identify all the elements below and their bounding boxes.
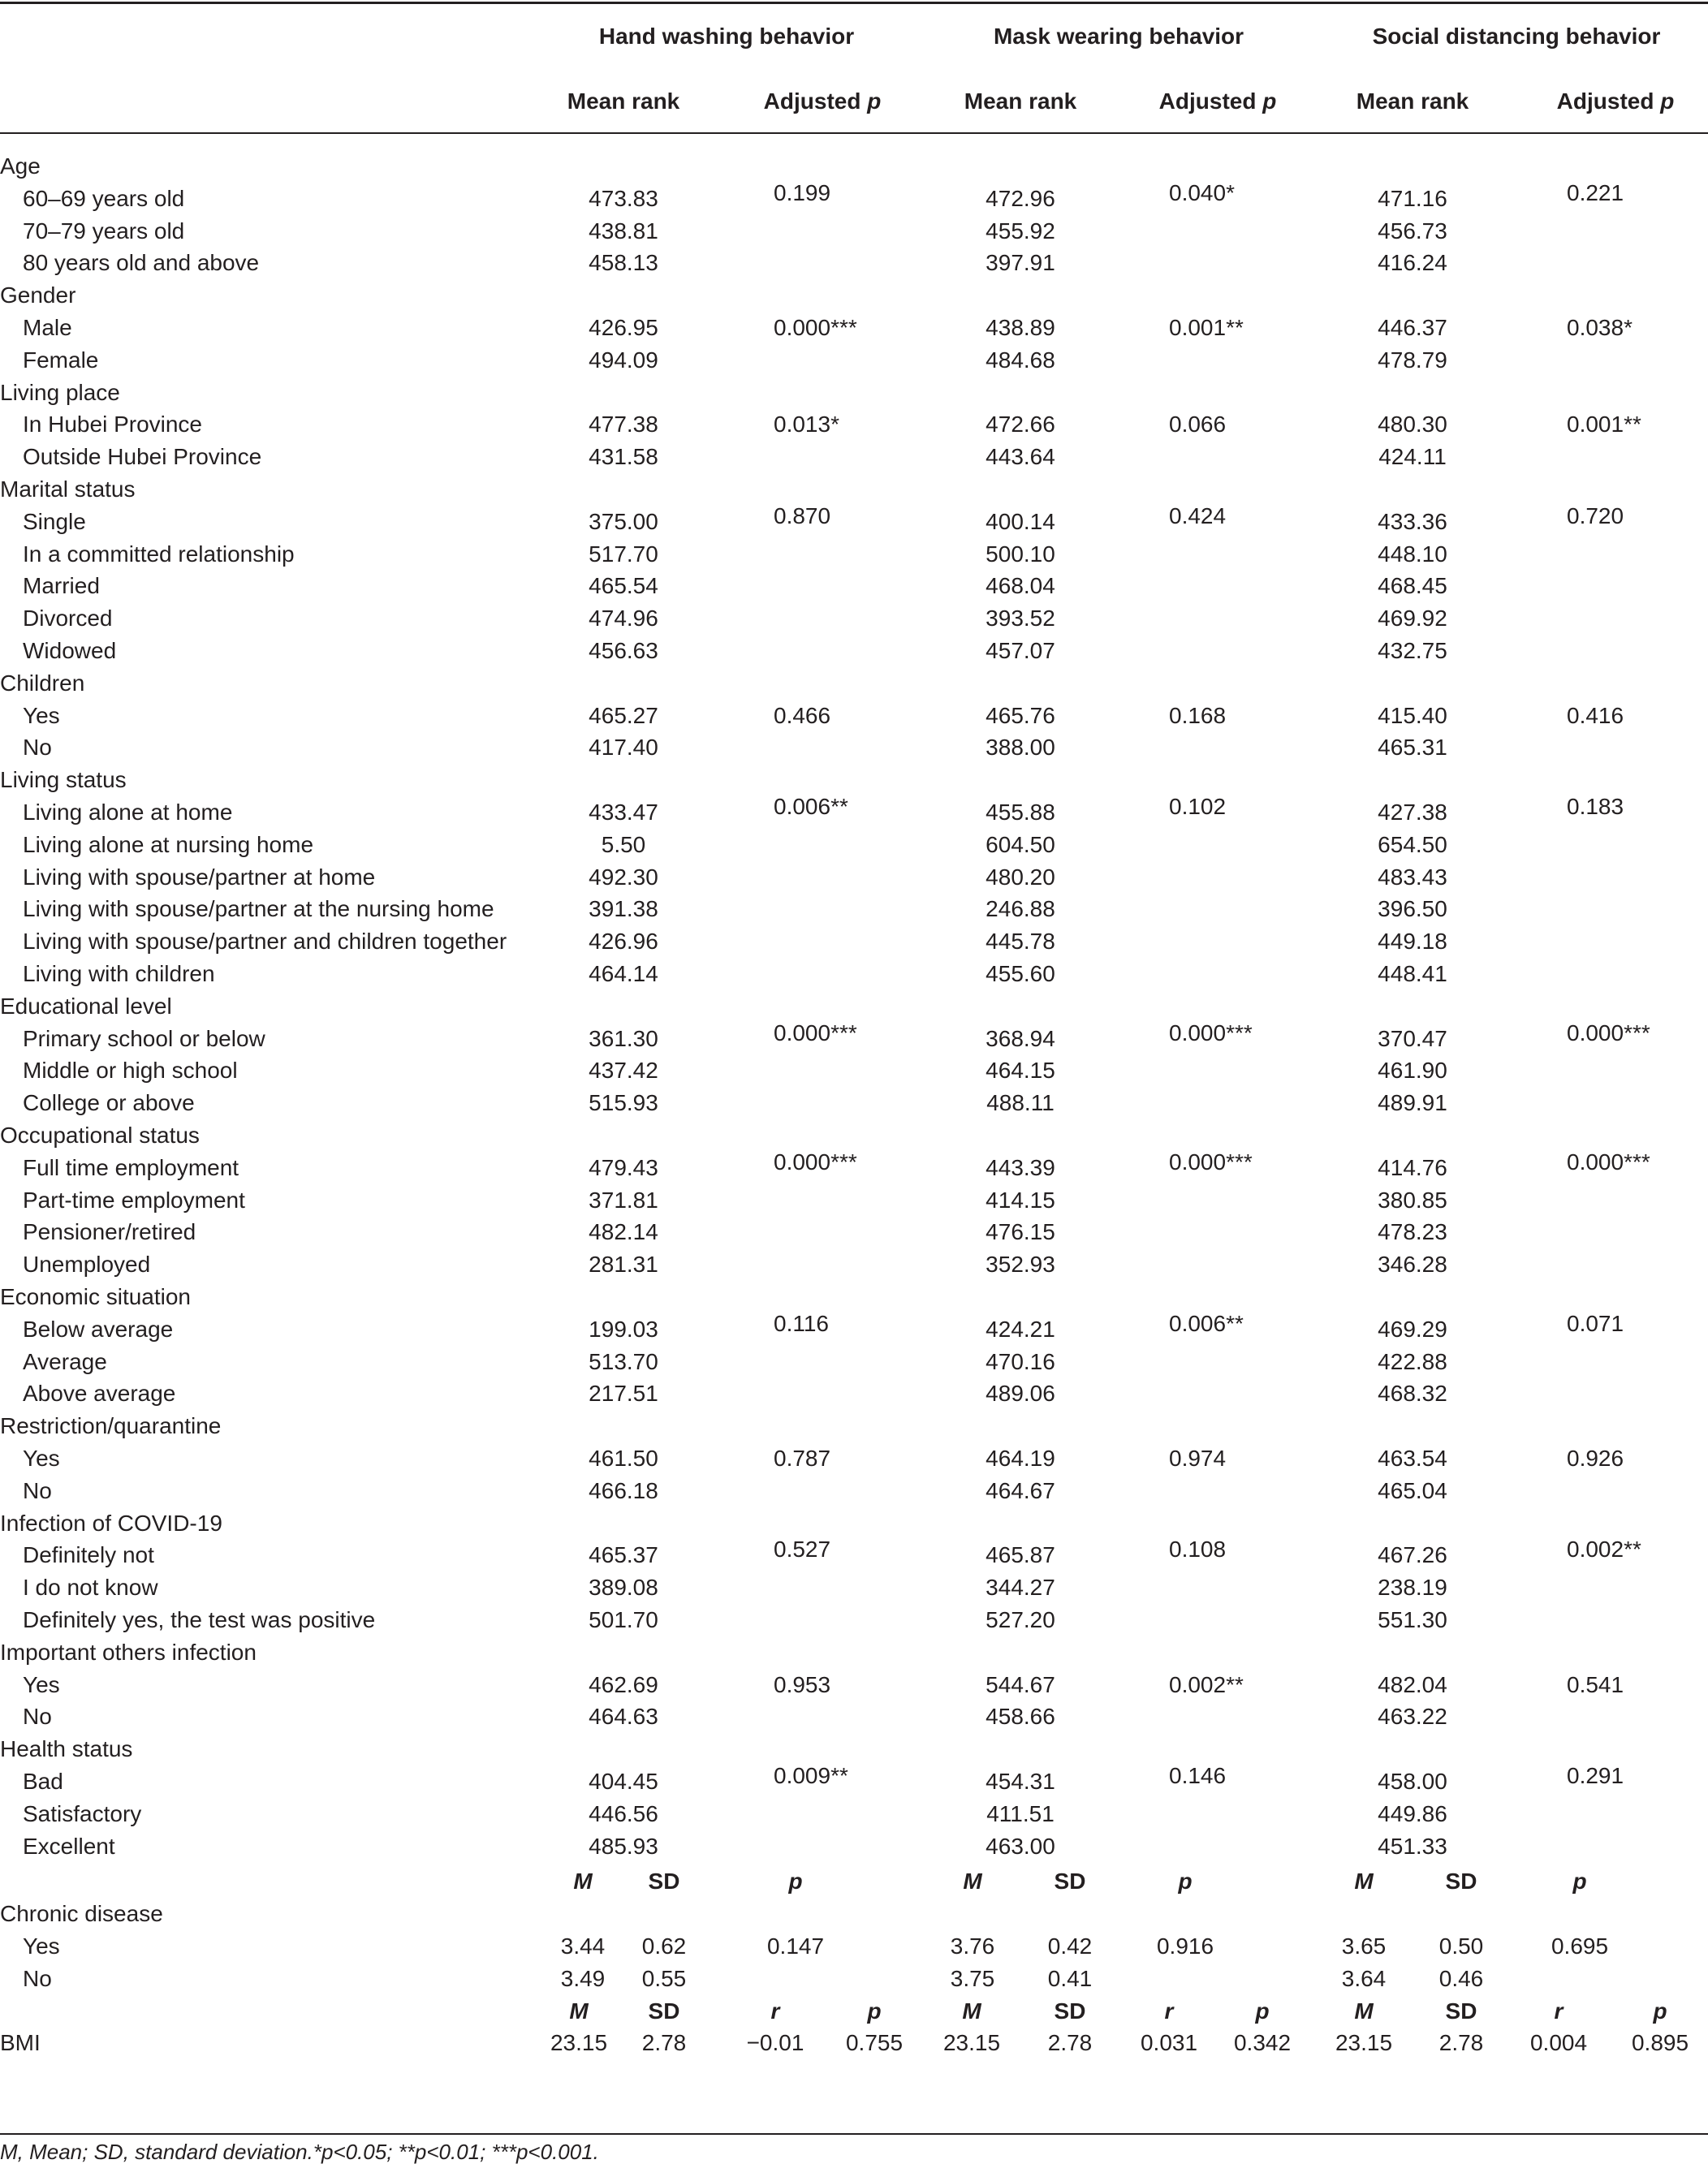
mean-rank-value: 415.40 bbox=[1378, 702, 1447, 728]
mean-rank-value: 370.47 bbox=[1378, 1025, 1447, 1051]
header-sd: SD bbox=[1445, 1998, 1477, 2024]
mean-rank-value: 433.36 bbox=[1378, 508, 1447, 534]
header-m: M bbox=[1354, 1998, 1374, 2024]
mean-rank-value: 464.19 bbox=[986, 1446, 1055, 1471]
mean-rank-value: 480.20 bbox=[986, 864, 1055, 890]
row-label: Living with spouse/partner at home bbox=[23, 864, 376, 890]
header-m: M bbox=[1354, 1869, 1374, 1895]
mean-rank-value: 492.30 bbox=[589, 864, 658, 890]
section-title: Gender bbox=[0, 282, 76, 308]
mean-rank-value: 454.31 bbox=[986, 1769, 1055, 1794]
adjusted-p-value: 0.416 bbox=[1567, 702, 1624, 728]
adjusted-p-value: 0.001** bbox=[1567, 412, 1641, 438]
section-title: Age bbox=[0, 153, 41, 179]
mean-rank-value: 388.00 bbox=[986, 735, 1055, 761]
mean-rank-value: 457.07 bbox=[986, 638, 1055, 663]
mean-rank-value: 416.24 bbox=[1378, 250, 1447, 276]
mean-rank-value: 472.96 bbox=[986, 185, 1055, 211]
mean-rank-value: 470.16 bbox=[986, 1348, 1055, 1374]
mean-rank-value: 478.23 bbox=[1378, 1219, 1447, 1245]
mean-rank-value: 414.15 bbox=[986, 1187, 1055, 1213]
mean-rank-value: 463.22 bbox=[1378, 1704, 1447, 1730]
mean-rank-value: 464.14 bbox=[589, 961, 658, 986]
section-title: Economic situation bbox=[0, 1284, 192, 1309]
adjusted-p-value: 0.221 bbox=[1567, 179, 1624, 205]
adjusted-p-value: 0.291 bbox=[1567, 1762, 1624, 1788]
mean-rank-value: 494.09 bbox=[589, 347, 658, 373]
mean-rank-value: 352.93 bbox=[986, 1252, 1055, 1278]
mean-rank-value: 468.32 bbox=[1378, 1381, 1447, 1407]
sd-value: 2.78 bbox=[641, 2030, 687, 2056]
adjusted-p-value: 0.953 bbox=[774, 1671, 831, 1697]
mean-rank-value: 443.64 bbox=[986, 444, 1055, 470]
mean-rank-value: 465.54 bbox=[589, 573, 658, 599]
row-label: Definitely yes, the test was positive bbox=[23, 1607, 376, 1632]
mean-rank-value: 371.81 bbox=[589, 1187, 658, 1213]
row-label: Outside Hubei Province bbox=[23, 444, 262, 470]
r-value: 0.031 bbox=[1140, 2030, 1198, 2056]
adjusted-p-value: 0.787 bbox=[774, 1446, 831, 1471]
mean-rank-value: 464.15 bbox=[986, 1058, 1055, 1084]
mean-value: 3.44 bbox=[560, 1933, 606, 1959]
mean-rank-value: 465.76 bbox=[986, 702, 1055, 728]
mean-rank-value: 199.03 bbox=[589, 1316, 658, 1342]
row-label: 70–79 years old bbox=[23, 218, 185, 244]
row-label-bmi: BMI bbox=[0, 2030, 41, 2056]
mean-rank-value: 468.04 bbox=[986, 573, 1055, 599]
mean-rank-value: 515.93 bbox=[589, 1090, 658, 1116]
row-label: Yes bbox=[23, 1671, 60, 1697]
p-value: 0.755 bbox=[845, 2030, 904, 2056]
row-label: Definitely not bbox=[23, 1542, 154, 1568]
mean-rank-value: 500.10 bbox=[986, 541, 1055, 567]
adjusted-p-value: 0.870 bbox=[774, 502, 831, 528]
mean-rank-value: 424.11 bbox=[1378, 444, 1447, 470]
mean-rank-value: 426.96 bbox=[589, 929, 658, 955]
mean-rank-value: 438.81 bbox=[589, 218, 658, 244]
mean-value: 3.65 bbox=[1341, 1933, 1387, 1959]
sd-value: 2.78 bbox=[1438, 2030, 1484, 2056]
mean-rank-value: 462.69 bbox=[589, 1671, 658, 1697]
adjusted-p-value: 0.066 bbox=[1169, 412, 1227, 438]
mean-rank-value: 455.88 bbox=[986, 800, 1055, 825]
mean-rank-value: 469.92 bbox=[1378, 606, 1447, 632]
header-adjusted-p-1: Adjusted p bbox=[763, 88, 882, 114]
adjusted-p-value: 0.006** bbox=[774, 793, 848, 819]
mean-rank-value: 472.66 bbox=[986, 412, 1055, 438]
row-label: Living alone at nursing home bbox=[23, 831, 314, 857]
mean-value: 23.15 bbox=[1335, 2030, 1393, 2056]
section-title: Marital status bbox=[0, 476, 136, 502]
mean-rank-value: 438.89 bbox=[986, 315, 1055, 340]
mean-rank-value: 389.08 bbox=[589, 1575, 658, 1601]
section-title: Infection of COVID-19 bbox=[0, 1510, 222, 1536]
mean-rank-value: 456.73 bbox=[1378, 218, 1447, 244]
adjusted-p-value: 0.199 bbox=[774, 179, 831, 205]
row-label: Living with spouse/partner at the nursing home bbox=[23, 896, 494, 922]
mean-rank-value: 448.41 bbox=[1378, 961, 1447, 986]
section-title: Chronic disease bbox=[0, 1901, 163, 1927]
row-label: Yes bbox=[23, 702, 60, 728]
sd-value: 0.46 bbox=[1438, 1965, 1484, 1991]
mean-rank-value: 465.87 bbox=[986, 1542, 1055, 1568]
adjusted-p-value: 0.000*** bbox=[1567, 1149, 1650, 1175]
row-label: No bbox=[23, 1477, 52, 1503]
p-value: 0.695 bbox=[1551, 1933, 1609, 1959]
mean-rank-value: 443.39 bbox=[986, 1154, 1055, 1180]
mean-value: 3.49 bbox=[560, 1965, 606, 1991]
header-mean-rank-3: Mean rank bbox=[1356, 88, 1469, 114]
row-label: Widowed bbox=[23, 638, 117, 663]
row-label: Pensioner/retired bbox=[23, 1219, 196, 1245]
mean-rank-value: 513.70 bbox=[589, 1348, 658, 1374]
adjusted-p-value: 0.102 bbox=[1169, 793, 1227, 819]
mean-rank-value: 346.28 bbox=[1378, 1252, 1447, 1278]
sd-value: 0.41 bbox=[1047, 1965, 1093, 1991]
p-value: 0.342 bbox=[1233, 2030, 1292, 2056]
mean-rank-value: 446.37 bbox=[1378, 315, 1447, 340]
row-label: Living with children bbox=[23, 961, 215, 986]
header-m: M bbox=[573, 1869, 593, 1895]
mean-rank-value: 400.14 bbox=[986, 508, 1055, 534]
mean-rank-value: 476.15 bbox=[986, 1219, 1055, 1245]
row-label: Yes bbox=[23, 1446, 60, 1471]
row-label: Satisfactory bbox=[23, 1800, 142, 1826]
row-label: No bbox=[23, 1965, 52, 1991]
adjusted-p-value: 0.071 bbox=[1567, 1310, 1624, 1336]
adjusted-p-value: 0.009** bbox=[774, 1762, 848, 1788]
adjusted-p-value: 0.926 bbox=[1567, 1446, 1624, 1471]
p-value: 0.895 bbox=[1631, 2030, 1689, 2056]
mean-rank-value: 281.31 bbox=[589, 1252, 658, 1278]
header-p: p bbox=[1653, 1998, 1667, 2024]
mean-rank-value: 432.75 bbox=[1378, 638, 1447, 663]
mean-rank-value: 483.43 bbox=[1378, 864, 1447, 890]
header-sd: SD bbox=[1445, 1869, 1477, 1895]
header-mean-rank-1: Mean rank bbox=[567, 88, 680, 114]
header-hand-washing: Hand washing behavior bbox=[598, 24, 855, 49]
mean-rank-value: 477.38 bbox=[589, 412, 658, 438]
header-r: r bbox=[1554, 1998, 1564, 2024]
header-p: p bbox=[867, 1998, 882, 2024]
row-label: Female bbox=[23, 347, 99, 373]
adjusted-p-value: 0.424 bbox=[1169, 502, 1227, 528]
header-mean-rank-2: Mean rank bbox=[964, 88, 1077, 114]
section-title: Occupational status bbox=[0, 1123, 200, 1148]
mean-rank-value: 479.43 bbox=[589, 1154, 658, 1180]
adjusted-p-value: 0.183 bbox=[1567, 793, 1624, 819]
p-value: 0.147 bbox=[766, 1933, 825, 1959]
mean-rank-value: 474.96 bbox=[589, 606, 658, 632]
mean-rank-value: 437.42 bbox=[589, 1058, 658, 1084]
adjusted-p-value: 0.002** bbox=[1169, 1671, 1244, 1697]
sd-value: 0.62 bbox=[641, 1933, 687, 1959]
mean-rank-value: 482.14 bbox=[589, 1219, 658, 1245]
header-p: p bbox=[1178, 1869, 1193, 1895]
mean-rank-value: 431.58 bbox=[589, 444, 658, 470]
row-label: 60–69 years old bbox=[23, 185, 185, 211]
section-title: Living place bbox=[0, 379, 120, 405]
mean-rank-value: 469.29 bbox=[1378, 1316, 1447, 1342]
header-r: r bbox=[770, 1998, 780, 2024]
mean-rank-value: 458.00 bbox=[1378, 1769, 1447, 1794]
row-label: In Hubei Province bbox=[23, 412, 203, 438]
header-sd: SD bbox=[648, 1869, 680, 1895]
mean-value: 3.64 bbox=[1341, 1965, 1387, 1991]
mean-rank-value: 446.56 bbox=[589, 1800, 658, 1826]
mean-rank-value: 449.18 bbox=[1378, 929, 1447, 955]
mean-rank-value: 468.45 bbox=[1378, 573, 1447, 599]
mean-rank-value: 471.16 bbox=[1378, 185, 1447, 211]
mean-rank-value: 458.66 bbox=[986, 1704, 1055, 1730]
mean-rank-value: 427.38 bbox=[1378, 800, 1447, 825]
adjusted-p-value: 0.116 bbox=[774, 1310, 829, 1336]
adjusted-p-value: 0.000*** bbox=[1169, 1019, 1253, 1045]
section-title: Living status bbox=[0, 767, 127, 793]
section-title: Restriction/quarantine bbox=[0, 1413, 222, 1439]
mean-rank-value: 544.67 bbox=[986, 1671, 1055, 1697]
mean-rank-value: 484.68 bbox=[986, 347, 1055, 373]
row-label: Primary school or below bbox=[23, 1025, 265, 1051]
mean-rank-value: 466.18 bbox=[589, 1477, 658, 1503]
mean-rank-value: 396.50 bbox=[1378, 896, 1447, 922]
mean-rank-value: 414.76 bbox=[1378, 1154, 1447, 1180]
adjusted-p-value: 0.006** bbox=[1169, 1310, 1244, 1336]
row-label: Part-time employment bbox=[23, 1187, 245, 1213]
row-label: In a committed relationship bbox=[23, 541, 295, 567]
header-adjusted-p-3: Adjusted p bbox=[1556, 88, 1675, 114]
row-label: Below average bbox=[23, 1316, 174, 1342]
mean-rank-value: 449.86 bbox=[1378, 1800, 1447, 1826]
mean-rank-value: 217.51 bbox=[589, 1381, 658, 1407]
header-p: p bbox=[1572, 1869, 1587, 1895]
adjusted-p-value: 0.002** bbox=[1567, 1537, 1641, 1563]
mean-rank-value: 464.67 bbox=[986, 1477, 1055, 1503]
mean-rank-value: 456.63 bbox=[589, 638, 658, 663]
row-label: Unemployed bbox=[23, 1252, 151, 1278]
row-label: Average bbox=[23, 1348, 107, 1374]
mean-rank-value: 445.78 bbox=[986, 929, 1055, 955]
adjusted-p-value: 0.013* bbox=[774, 412, 839, 438]
adjusted-p-value: 0.000*** bbox=[1567, 1019, 1650, 1045]
sd-value: 0.55 bbox=[641, 1965, 687, 1991]
adjusted-p-value: 0.974 bbox=[1169, 1446, 1227, 1471]
sd-value: 0.42 bbox=[1047, 1933, 1093, 1959]
mean-rank-value: 489.91 bbox=[1378, 1090, 1447, 1116]
row-label: 80 years old and above bbox=[23, 250, 260, 276]
mean-rank-value: 458.13 bbox=[589, 250, 658, 276]
adjusted-p-value: 0.000*** bbox=[774, 315, 857, 340]
header-p: p bbox=[1255, 1998, 1270, 2024]
mean-rank-value: 478.79 bbox=[1378, 347, 1447, 373]
mean-value: 3.76 bbox=[950, 1933, 995, 1959]
mean-rank-value: 422.88 bbox=[1378, 1348, 1447, 1374]
adjusted-p-value: 0.720 bbox=[1567, 502, 1624, 528]
adjusted-p-value: 0.466 bbox=[774, 702, 831, 728]
mean-rank-value: 391.38 bbox=[589, 896, 658, 922]
section-title: Important others infection bbox=[0, 1639, 257, 1665]
p-value: 0.916 bbox=[1156, 1933, 1214, 1959]
mean-rank-value: 463.54 bbox=[1378, 1446, 1447, 1471]
mean-rank-value: 465.37 bbox=[589, 1542, 658, 1568]
mean-rank-value: 501.70 bbox=[589, 1607, 658, 1632]
mean-rank-value: 465.27 bbox=[589, 702, 658, 728]
adjusted-p-value: 0.527 bbox=[774, 1537, 831, 1563]
r-value: 0.004 bbox=[1529, 2030, 1588, 2056]
adjusted-p-value: 0.040* bbox=[1169, 179, 1235, 205]
header-social-distancing: Social distancing behavior bbox=[1372, 24, 1661, 49]
header-sd: SD bbox=[1054, 1998, 1086, 2024]
mean-rank-value: 5.50 bbox=[601, 831, 646, 857]
mean-rank-value: 344.27 bbox=[986, 1575, 1055, 1601]
adjusted-p-value: 0.000*** bbox=[1169, 1149, 1253, 1175]
mean-rank-value: 473.83 bbox=[589, 185, 658, 211]
adjusted-p-value: 0.000*** bbox=[774, 1149, 857, 1175]
table-bottom-rule bbox=[0, 2133, 1708, 2135]
row-label: No bbox=[23, 735, 52, 761]
adjusted-p-value: 0.541 bbox=[1567, 1671, 1624, 1697]
row-label: Yes bbox=[23, 1933, 60, 1959]
mean-rank-value: 455.92 bbox=[986, 218, 1055, 244]
adjusted-p-value: 0.168 bbox=[1169, 702, 1227, 728]
table-header-rule bbox=[0, 132, 1708, 134]
header-m: M bbox=[569, 1998, 589, 2024]
mean-rank-value: 375.00 bbox=[589, 508, 658, 534]
mean-rank-value: 527.20 bbox=[986, 1607, 1055, 1632]
mean-rank-value: 404.45 bbox=[589, 1769, 658, 1794]
row-label: Married bbox=[23, 573, 100, 599]
mean-rank-value: 397.91 bbox=[986, 250, 1055, 276]
header-m: M bbox=[962, 1998, 981, 2024]
row-label: Excellent bbox=[23, 1833, 115, 1859]
mean-rank-value: 485.93 bbox=[589, 1833, 658, 1859]
row-label: Divorced bbox=[23, 606, 113, 632]
adjusted-p-value: 0.001** bbox=[1169, 315, 1244, 340]
row-label: Living alone at home bbox=[23, 800, 233, 825]
mean-rank-value: 461.90 bbox=[1378, 1058, 1447, 1084]
table-footnote: M, Mean; SD, standard deviation.*p<0.05; **p<0.01; ***p<0.001. bbox=[0, 2140, 599, 2164]
row-label: Single bbox=[23, 508, 86, 534]
mean-rank-value: 463.00 bbox=[986, 1833, 1055, 1859]
mean-rank-value: 488.11 bbox=[986, 1090, 1055, 1116]
header-sd: SD bbox=[1054, 1869, 1086, 1895]
mean-rank-value: 246.88 bbox=[986, 896, 1055, 922]
mean-rank-value: 517.70 bbox=[589, 541, 658, 567]
mean-rank-value: 411.51 bbox=[986, 1800, 1055, 1826]
header-r: r bbox=[1164, 1998, 1174, 2024]
mean-rank-value: 424.21 bbox=[986, 1316, 1055, 1342]
header-m: M bbox=[963, 1869, 982, 1895]
mean-rank-value: 238.19 bbox=[1378, 1575, 1447, 1601]
row-label: College or above bbox=[23, 1090, 195, 1116]
row-label: Bad bbox=[23, 1769, 63, 1794]
adjusted-p-value: 0.146 bbox=[1169, 1762, 1227, 1788]
mean-value: 23.15 bbox=[942, 2030, 1001, 2056]
table-top-rule bbox=[0, 2, 1708, 4]
mean-rank-value: 464.63 bbox=[589, 1704, 658, 1730]
sd-value: 2.78 bbox=[1047, 2030, 1093, 2056]
mean-rank-value: 482.04 bbox=[1378, 1671, 1447, 1697]
row-label: Full time employment bbox=[23, 1154, 239, 1180]
mean-rank-value: 448.10 bbox=[1378, 541, 1447, 567]
row-label: Living with spouse/partner and children together bbox=[23, 929, 507, 955]
row-label: Middle or high school bbox=[23, 1058, 238, 1084]
mean-rank-value: 604.50 bbox=[986, 831, 1055, 857]
header-sd: SD bbox=[648, 1998, 680, 2024]
mean-rank-value: 393.52 bbox=[986, 606, 1055, 632]
mean-value: 23.15 bbox=[550, 2030, 608, 2056]
adjusted-p-value: 0.000*** bbox=[774, 1019, 857, 1045]
header-mask-wearing: Mask wearing behavior bbox=[993, 24, 1244, 49]
section-title: Educational level bbox=[0, 993, 172, 1019]
mean-rank-value: 465.04 bbox=[1378, 1477, 1447, 1503]
mean-rank-value: 480.30 bbox=[1378, 412, 1447, 438]
section-title: Children bbox=[0, 670, 85, 696]
mean-rank-value: 455.60 bbox=[986, 961, 1055, 986]
mean-value: 3.75 bbox=[950, 1965, 995, 1991]
row-label: I do not know bbox=[23, 1575, 158, 1601]
row-label: No bbox=[23, 1704, 52, 1730]
row-label: Male bbox=[23, 315, 72, 340]
adjusted-p-value: 0.108 bbox=[1169, 1537, 1227, 1563]
sd-value: 0.50 bbox=[1438, 1933, 1484, 1959]
r-value: −0.01 bbox=[746, 2030, 804, 2056]
row-label: Above average bbox=[23, 1381, 176, 1407]
mean-rank-value: 451.33 bbox=[1378, 1833, 1447, 1859]
mean-rank-value: 489.06 bbox=[986, 1381, 1055, 1407]
mean-rank-value: 461.50 bbox=[589, 1446, 658, 1471]
section-title: Health status bbox=[0, 1736, 133, 1762]
mean-rank-value: 465.31 bbox=[1378, 735, 1447, 761]
mean-rank-value: 380.85 bbox=[1378, 1187, 1447, 1213]
mean-rank-value: 417.40 bbox=[589, 735, 658, 761]
mean-rank-value: 426.95 bbox=[589, 315, 658, 340]
mean-rank-value: 368.94 bbox=[986, 1025, 1055, 1051]
header-adjusted-p-2: Adjusted p bbox=[1158, 88, 1277, 114]
header-p: p bbox=[788, 1869, 803, 1895]
mean-rank-value: 467.26 bbox=[1378, 1542, 1447, 1568]
mean-rank-value: 433.47 bbox=[589, 800, 658, 825]
adjusted-p-value: 0.038* bbox=[1567, 315, 1633, 340]
mean-rank-value: 654.50 bbox=[1378, 831, 1447, 857]
mean-rank-value: 361.30 bbox=[589, 1025, 658, 1051]
mean-rank-value: 551.30 bbox=[1378, 1607, 1447, 1632]
